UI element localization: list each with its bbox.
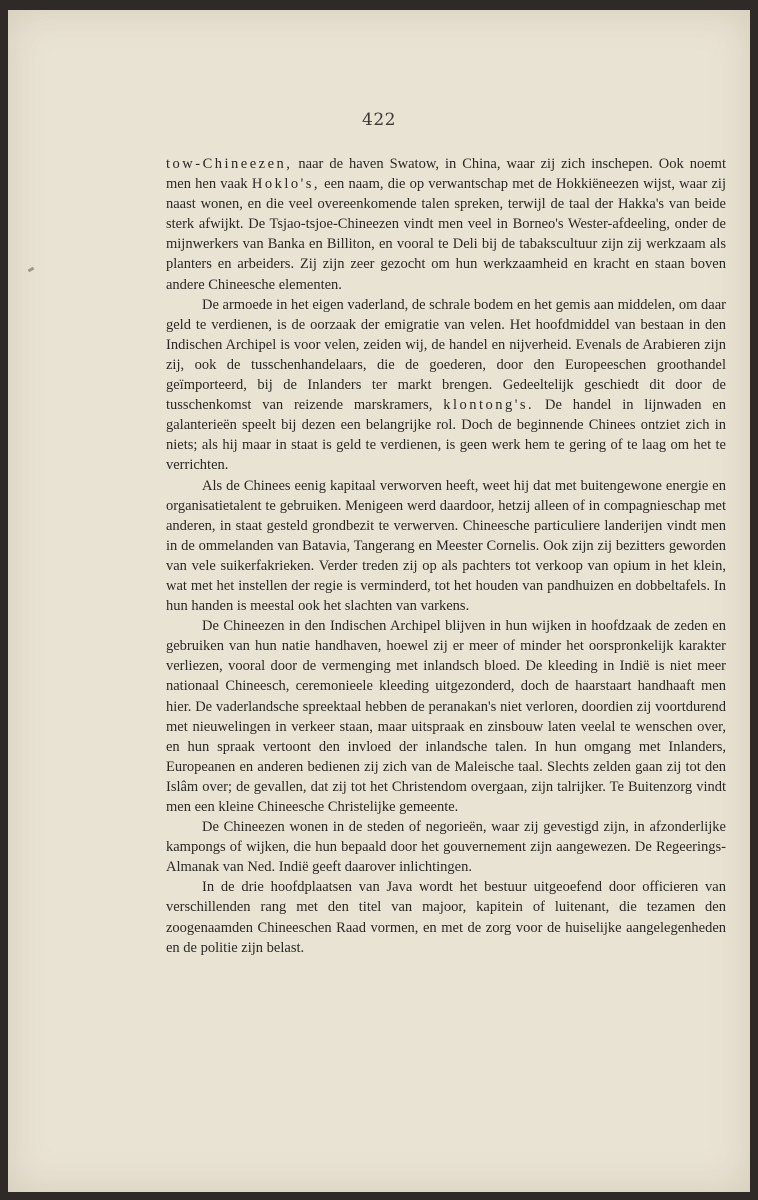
paragraph-6: In de drie hoofdplaatsen van Java wordt het bestuur uitgeoefend door officieren van verschillenden rang met den titel van majoor, kapitein of luitenant, die tezamen den zoogenaamden Chineeschen Raad vormen, en met de zorg voor de huiselijke aangelegenheden en de politie zijn belast. xyxy=(166,879,726,956)
paragraph-4: De Chineezen in den Indischen Archipel blijven in hun wijken in hoofdzaak de zeden en gebruiken van hun natie handhaven, hoewel zij er meer of minder het oorspronkelijk karakter verliezen, vooral door de vermenging met inlandsch bloed. De kleeding in Indië is niet meer nationaal Chineesch, ceremonieele kleeding uitgezonderd, doch de haarstaart handhaaft men hier. De vaderlandsche spreektaal hebben de peranakan's niet verloren, doordien zij voortdurend met nieuwelingen in verkeer staan, maar uitspraak en zinsbouw laten veelal te wenschen over, en hun spraak vertoont den invloed der inlandsche talen. In hun omgang met Inlanders, Europeanen en anderen bedienen zij zich van de Maleische taal. Slechts zelden gaan zij tot den Islâm over; de gevallen, dat zij tot het Christendom overgaan, zijn talrijker. Te Buitenzorg vindt men een kleine Chineesche Christelijke gemeente. xyxy=(166,618,726,815)
page-number: 422 xyxy=(362,110,396,130)
body-text xyxy=(166,154,726,958)
paragraph-5: De Chineezen wonen in de steden of negorieën, waar zij gevestigd zijn, in afzonderlijke kampongs of wijken, die hun bepaald door het gouvernement zijn aangewezen. De Regeerings-Almanak van Ned. Indië geeft daarover inlichtingen. xyxy=(166,819,726,876)
spaced-term: Hoklo's, xyxy=(251,176,320,193)
spaced-term: tow-Chineezen, xyxy=(166,156,293,172)
paragraph-3: Als de Chinees eenig kapitaal verworven heeft, weet hij dat met buitengewone energie en organisatietalent te gebruiken. Menigeen werd daardoor, hetzij alleen of in compagnieschap met anderen, in staat gesteld grondbezit te verwerven. Chineesche particuliere landerijen vindt men in de ommelanden van Batavia, Tangerang en Meester Cornelis. Ook zijn zij bezitters geworden van vele suikerfakrieken. Verder treden zij op als pachters tot verkoop van opium in het klein, wat met het instellen der regie is verminderd, tot het houden van pandhuizen en dobbeltafels. In hun handen is meestal ook het slachten van varkens. xyxy=(166,477,726,615)
spaced-term: klontong's. xyxy=(443,397,535,414)
paragraph-2: De armoede in het eigen vaderland, de schrale bodem en het gemis aan middelen, om daar geld te verdienen, is de oorzaak der emigratie van velen. Het hoofdmiddel van bestaan in den Indischen Archipel is voor velen, zeiden wij, de handel en nijverheid. Evenals de Arabieren zijn zij, ook de tusschenhandelaars, die de goederen, door den Europeeschen groothandel geïmporteerd, bij de Inlanders ter markt brengen. Gedeeltelijk geschiedt dit door de tusschenkomst van reizende marskramers, klontong's. De handel in lijnwaden en galanterieën speelt bij dezen een belangrijke rol. Doch de beginnende Chinees ontziet zich in niets; als hij maar in staat is geld te verdienen, is geen werk hem te gering of te laag om het te verrichten. xyxy=(166,296,726,474)
paragraph-1: tow-Chineezen, naar de haven Swatow, in China, waar zij zich inschepen. Ook noemt men hen vaak Hoklo's, een naam, die op verwantschap met de Hokkiëneezen wijst, waar zij naast wonen, en die veel overeenkomende talen spreken, terwijl de taal der Hakka's van beide sterk afwijkt. De Tsjao-tsjoe-Chineezen vindt men veel in Borneo's Wester-afdeeling, onder de mijnwerkers van Banka en Billiton, en vooral te Deli bij de tabakscultuur zijn zij werkzaam als planters en arbeiders. Zij zijn zeer gezocht om hun werkzaamheid en kracht en staan boven andere Chineesche elementen. xyxy=(166,156,726,293)
